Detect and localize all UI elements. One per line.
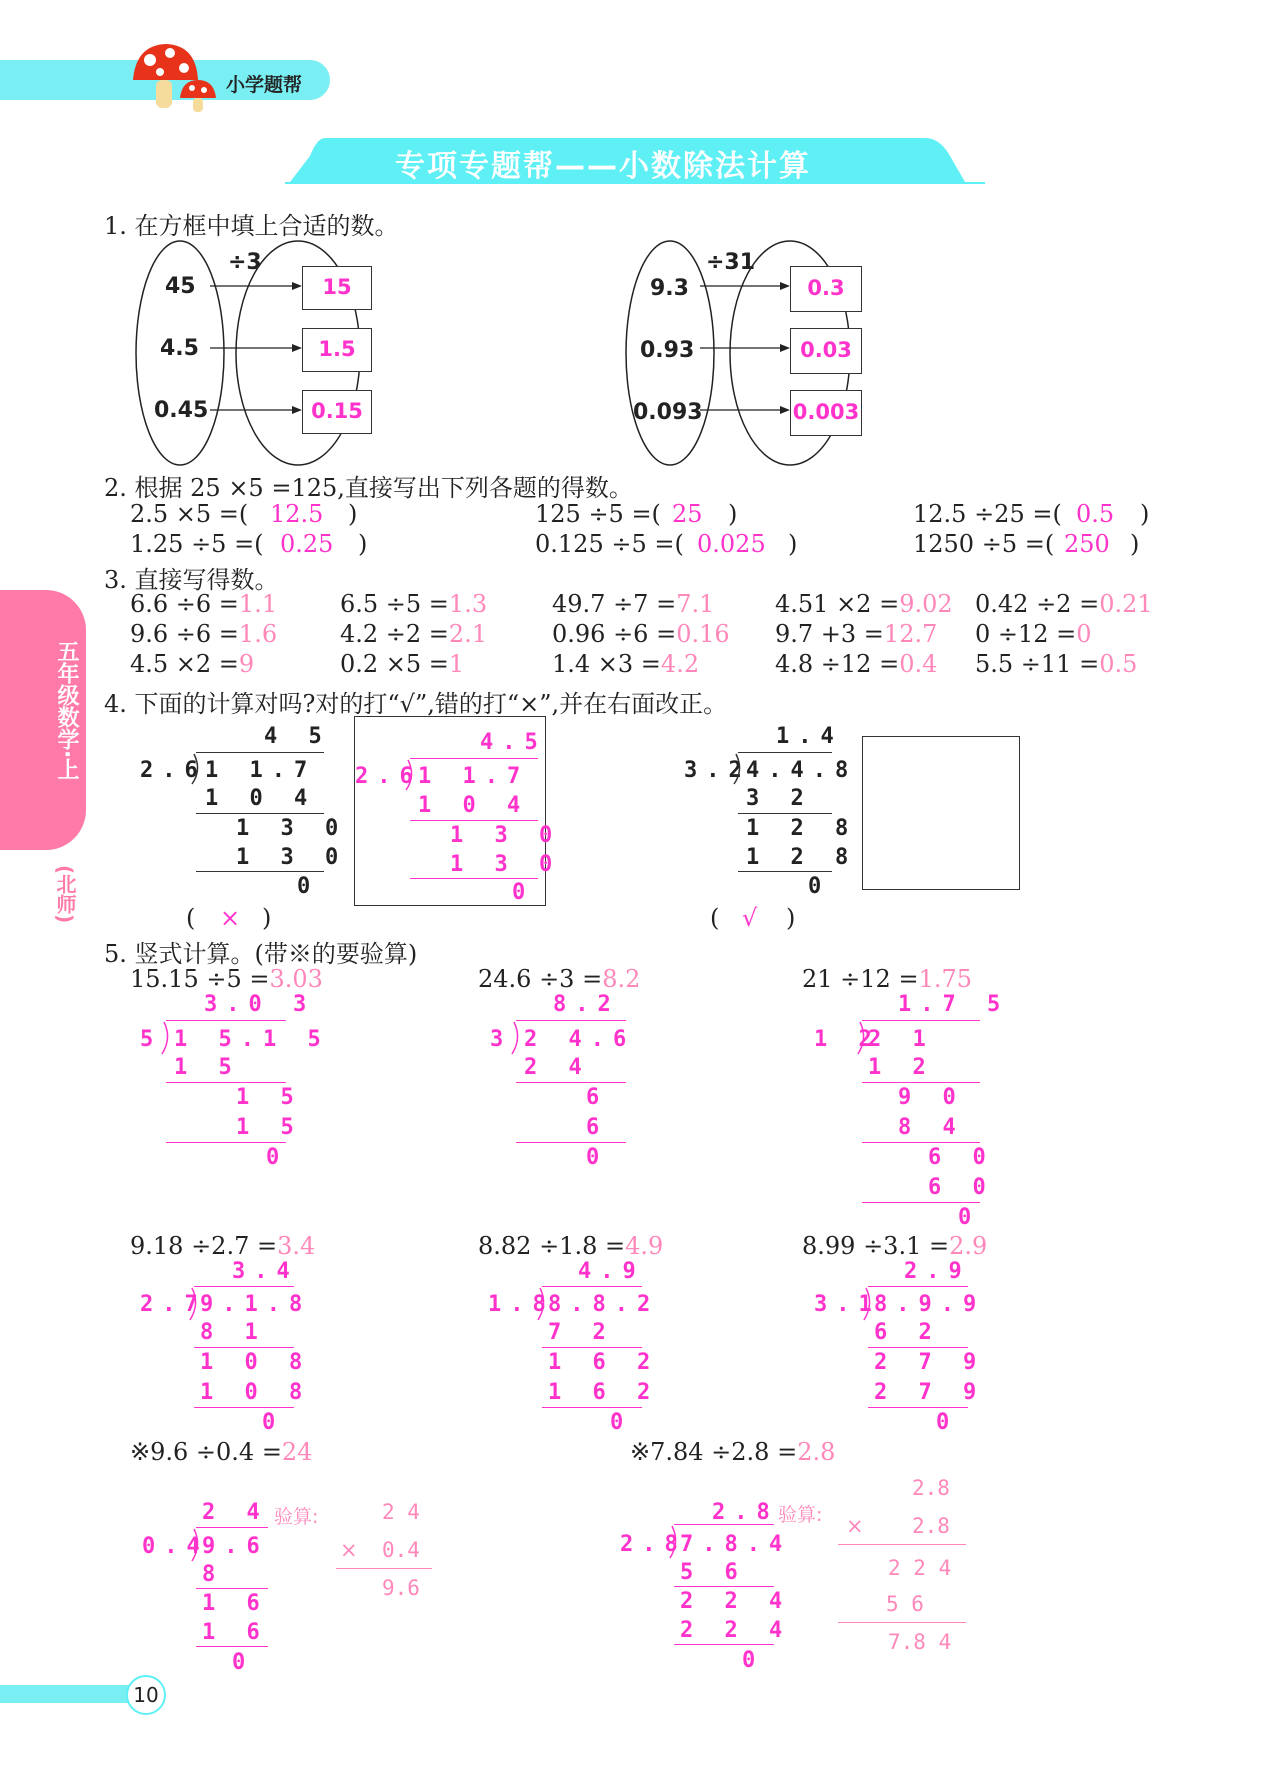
q2-expr: 12.5 ÷25 =( (913, 500, 1062, 528)
quotient: 2.9 (904, 1259, 971, 1284)
step-row: 8 4 (898, 1115, 965, 1140)
q1-right-answer-box[interactable]: 0.3 (790, 266, 862, 312)
quotient: 4 5 (264, 724, 331, 749)
q4b-correction-box[interactable] (862, 736, 1020, 890)
step-row: 8 1 (200, 1320, 267, 1345)
step-row: 9 0 (898, 1085, 965, 1110)
mark-paren-open: ( (186, 904, 196, 932)
check-label: 验算: (778, 1504, 823, 1526)
step-row: 0 (512, 880, 535, 905)
q2-answer: 0.025 (697, 530, 766, 558)
step-row: 1 2 (868, 1055, 935, 1080)
q1-left-input: 45 (165, 274, 196, 299)
problem-expr: 21 ÷12 =1.75 (802, 965, 972, 993)
step-row: 1 0 8 (200, 1350, 312, 1375)
q2-title: 2. 根据 25 ×5 =125,直接写出下列各题的得数。 (104, 474, 633, 502)
step-row: 0 (297, 874, 320, 899)
dividend: 9.6 (202, 1534, 269, 1559)
dividend: 2 4.6 (524, 1027, 636, 1052)
q2-answer: 12.5 (270, 500, 324, 528)
q2-close: ) (1140, 500, 1150, 528)
dividend: 7.8.4 (680, 1532, 792, 1557)
step-row: 1 0 4 (418, 793, 530, 818)
step-row: 1 2 8 (746, 816, 858, 841)
check-a: 2.8 (912, 1476, 950, 1500)
side-tab-edition: (北师) (53, 865, 77, 924)
divisor: 2.8 (620, 1532, 687, 1557)
dividend: 1 5.1 5 (174, 1027, 330, 1052)
step-row: 1 0 8 (200, 1380, 312, 1405)
q2-expr: 0.125 ÷5 =( (535, 530, 684, 558)
step-row: 6 (586, 1115, 609, 1140)
step-row: 1 3 0 (236, 816, 348, 841)
check-result: 5 6 (886, 1592, 924, 1616)
q3-item: 0.96 ÷6 =0.16 (552, 620, 730, 648)
check-b: 2.8 (912, 1514, 950, 1538)
step-row: 5 6 (680, 1560, 747, 1585)
q2-answer: 250 (1064, 530, 1110, 558)
check-result: 9.6 (382, 1576, 420, 1600)
q2-expr: 125 ÷5 =( (535, 500, 661, 528)
brand-label: 小学题帮 (226, 74, 303, 96)
q1-title: 1. 在方框中填上合适的数。 (104, 212, 399, 240)
dividend: 8.8.2 (548, 1292, 660, 1317)
mushroom-icon (128, 40, 218, 115)
check-op: × (846, 1514, 864, 1538)
q3-title: 3. 直接写得数。 (104, 566, 279, 594)
mark-paren-open: ( (710, 904, 720, 932)
divisor: 2.7 (140, 1292, 207, 1317)
step-row: 1 5 (236, 1085, 303, 1110)
q1-left-answer-box[interactable]: 1.5 (302, 328, 372, 372)
check-label: 验算: (274, 1506, 319, 1528)
problem-expr: 24.6 ÷3 =8.2 (478, 965, 641, 993)
q2-close: ) (348, 500, 358, 528)
step-row: 2 7 9 (874, 1350, 986, 1375)
q3-item: 4.8 ÷12 =0.4 (775, 650, 938, 678)
division-bracket (404, 758, 418, 792)
step-row: 6 0 (928, 1145, 995, 1170)
step-row: 0 (808, 874, 831, 899)
division-bracket (160, 1020, 174, 1056)
mark-paren-close: ) (262, 904, 272, 932)
dividend: 8.9.9 (874, 1292, 986, 1317)
q2-answer: 0.5 (1076, 500, 1115, 528)
step-row: 8 (202, 1562, 225, 1587)
q2-answer: 25 (672, 500, 703, 528)
step-row: 1 3 0 (450, 823, 562, 848)
step-row: 2 7 9 (874, 1380, 986, 1405)
divisor: 3.1 (814, 1292, 881, 1317)
q1-left-op: ÷3 (228, 250, 262, 275)
step-row: 1 0 4 (205, 786, 317, 811)
q3-item: 6.5 ÷5 =1.3 (340, 590, 488, 618)
q5-title: 5. 竖式计算。(带※的要验算) (104, 940, 418, 968)
check-op: × (340, 1538, 358, 1562)
quotient: 2.8 (712, 1500, 779, 1525)
step-row: 2 2 4 (680, 1618, 792, 1643)
check-result: 7.8 4 (888, 1630, 952, 1654)
q1-right-op: ÷31 (706, 250, 756, 275)
q3-item: 0.2 ×5 =1 (340, 650, 465, 678)
dividend: 1 1.7 (205, 758, 317, 783)
problem-expr: ※9.6 ÷0.4 =24 (130, 1438, 313, 1466)
divisor: 2.6 (140, 758, 207, 783)
problem-expr: 15.15 ÷5 =3.03 (130, 965, 323, 993)
step-row: 1 6 2 (548, 1350, 660, 1375)
q1-left-answer-box[interactable]: 0.15 (302, 390, 372, 434)
dividend: 4.4.8 (746, 758, 858, 783)
quotient: 2 4 (202, 1500, 269, 1525)
divisor: 3.2 (684, 758, 751, 783)
q2-expr: 2.5 ×5 =( (130, 500, 249, 528)
q3-item: 4.2 ÷2 =2.1 (340, 620, 488, 648)
step-row: 2 2 4 (680, 1589, 792, 1614)
divisor: 1.8 (488, 1292, 555, 1317)
q2-expr: 1.25 ÷5 =( (130, 530, 264, 558)
check-a: 2 4 (382, 1500, 420, 1524)
q1-left-answer-box[interactable]: 15 (302, 266, 372, 310)
step-row: 0 (936, 1410, 959, 1435)
q3-item: 49.7 ÷7 =7.1 (552, 590, 715, 618)
step-row: 0 (610, 1410, 633, 1435)
step-row: 1 5 (174, 1055, 241, 1080)
step-row: 2 4 (524, 1055, 591, 1080)
step-row: 0 (958, 1205, 981, 1230)
divisor: 5 (140, 1027, 163, 1052)
q3-item: 4.5 ×2 =9 (130, 650, 255, 678)
check-result: 2 2 4 (888, 1556, 952, 1580)
step-row: 0 (266, 1145, 289, 1170)
page-number: 10 (126, 1675, 166, 1715)
problem-expr: 8.82 ÷1.8 =4.9 (478, 1232, 664, 1260)
divisor: 0.4 (142, 1534, 209, 1559)
mark-answer[interactable]: √ (742, 904, 758, 932)
q1-left-input: 0.45 (154, 398, 209, 423)
division-bracket (510, 1020, 524, 1056)
step-row: 1 3 0 (236, 845, 348, 870)
q4-title: 4. 下面的计算对吗?对的打“√”,错的打“×”,并在右面改正。 (104, 690, 728, 718)
quotient: 4.9 (578, 1259, 645, 1284)
divisor: 2.6 (355, 764, 422, 789)
q2-close: ) (788, 530, 798, 558)
q2-close: ) (358, 530, 368, 558)
quotient: 1.7 5 (898, 992, 1010, 1017)
step-row: 7 2 (548, 1320, 615, 1345)
dividend: 1 1.7 (418, 764, 530, 789)
step-row: 0 (586, 1145, 609, 1170)
dividend: 2 1 (868, 1027, 935, 1052)
division-bracket (190, 752, 204, 786)
q1-right-answer-box[interactable]: 0.003 (790, 390, 862, 436)
step-row: 1 6 (202, 1620, 269, 1645)
step-row: 3 2 (746, 786, 813, 811)
problem-expr: 9.18 ÷2.7 =3.4 (130, 1232, 316, 1260)
mark-paren-close: ) (786, 904, 796, 932)
step-row: 6 (586, 1085, 609, 1110)
divisor: 1 2 (814, 1027, 881, 1052)
q2-close: ) (728, 500, 738, 528)
step-row: 0 (742, 1648, 765, 1673)
q1-right-answer-box[interactable]: 0.03 (790, 328, 862, 374)
problem-expr: ※7.84 ÷2.8 =2.8 (630, 1438, 836, 1466)
step-row: 1 6 (202, 1591, 269, 1616)
step-row: 1 3 0 (450, 852, 562, 877)
q3-item: 9.6 ÷6 =1.6 (130, 620, 278, 648)
step-row: 1 6 2 (548, 1380, 660, 1405)
mark-answer[interactable]: × (220, 904, 241, 932)
division-bracket (732, 752, 746, 786)
divisor: 3 (490, 1027, 513, 1052)
q3-item: 1.4 ×3 =4.2 (552, 650, 700, 678)
quotient: 1.4 (776, 724, 843, 749)
q1-right-input: 9.3 (650, 276, 689, 301)
banner-title: 专项专题帮——小数除法计算 (395, 149, 811, 184)
q3-item: 0 ÷12 =0 (975, 620, 1092, 648)
q2-answer: 0.25 (280, 530, 334, 558)
quotient: 3.0 3 (204, 992, 316, 1017)
quotient: 8.2 (553, 992, 620, 1017)
q3-item: 6.6 ÷6 =1.1 (130, 590, 278, 618)
q3-item: 4.51 ×2 =9.02 (775, 590, 953, 618)
q3-item: 5.5 ÷11 =0.5 (975, 650, 1138, 678)
q1-left-input: 4.5 (160, 336, 199, 361)
step-row: 0 (262, 1410, 285, 1435)
problem-expr: 8.99 ÷3.1 =2.9 (802, 1232, 988, 1260)
step-row: 0 (232, 1650, 255, 1675)
step-row: 6 2 (874, 1320, 941, 1345)
q2-close: ) (1130, 530, 1140, 558)
check-b: 0.4 (382, 1538, 420, 1562)
quotient: 4.5 (480, 730, 547, 755)
q2-expr: 1250 ÷5 =( (913, 530, 1055, 558)
step-row: 1 2 8 (746, 845, 858, 870)
q1-right-input: 0.093 (633, 400, 703, 425)
step-row: 1 5 (236, 1115, 303, 1140)
q3-item: 9.7 +3 =12.7 (775, 620, 938, 648)
dividend: 9.1.8 (200, 1292, 312, 1317)
q3-item: 0.42 ÷2 =0.21 (975, 590, 1153, 618)
q1-right-input: 0.93 (640, 338, 695, 363)
side-tab-grade: 五年级数学·上 (54, 640, 79, 781)
step-row: 6 0 (928, 1175, 995, 1200)
quotient: 3.4 (232, 1259, 299, 1284)
